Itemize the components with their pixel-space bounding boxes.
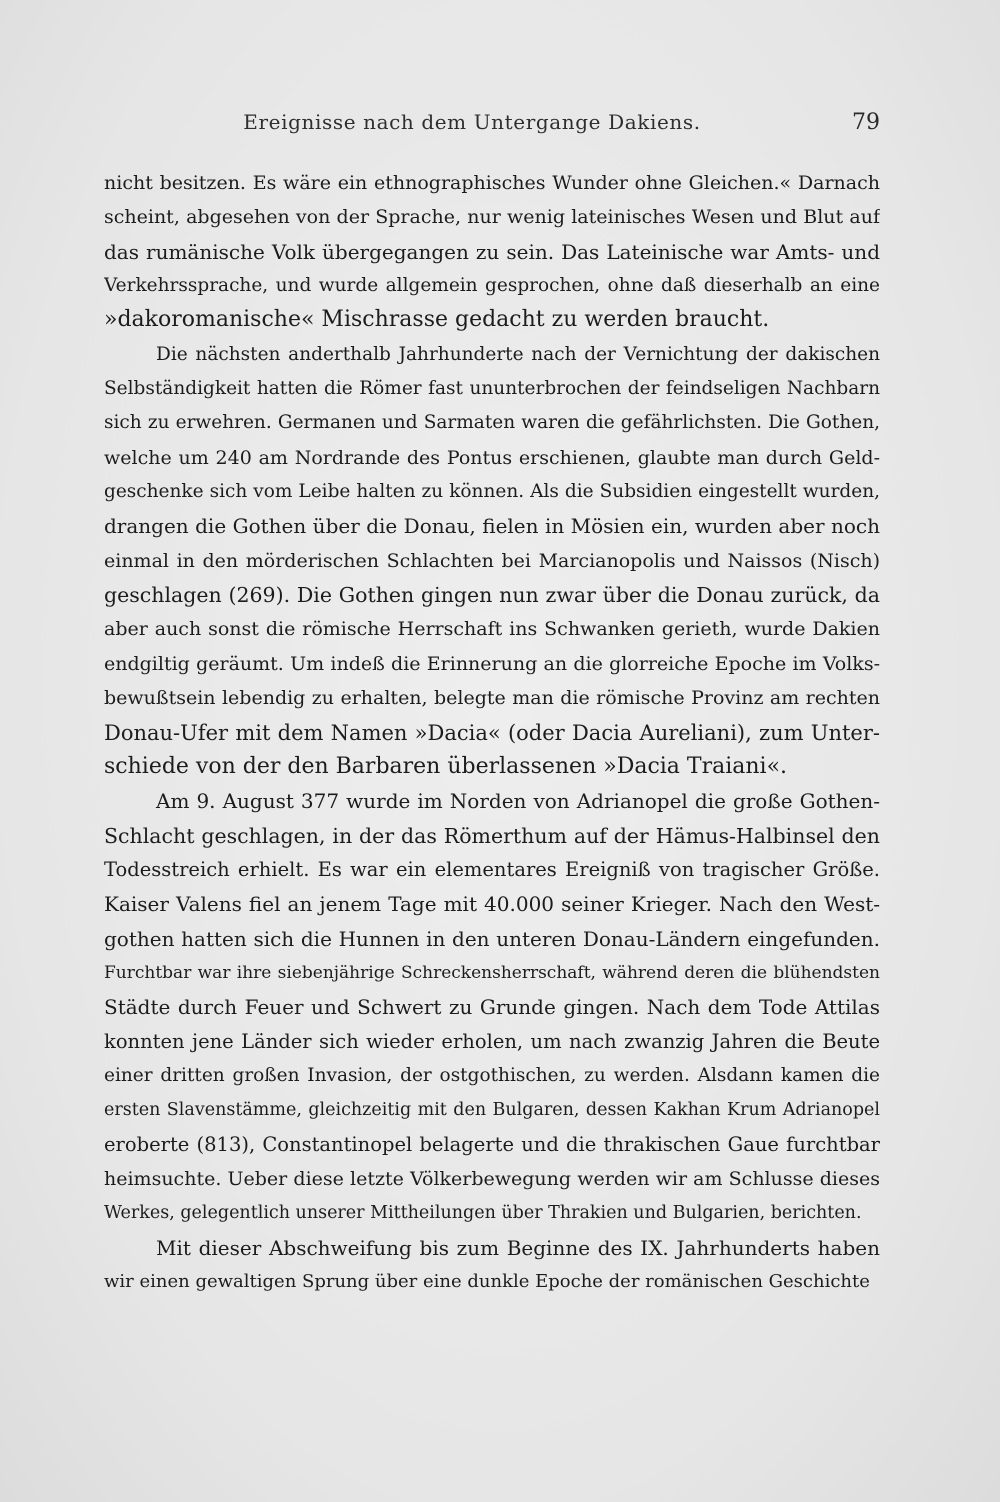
text-line: Donau-Ufer mit dem Namen »Dacia« (oder Dacia Aureliani), zum Unter- — [104, 720, 880, 745]
paragraph — [104, 1231, 880, 1300]
text-line: Die nächsten anderthalb Jahrhunderte nach der Vernichtung der dakischen — [156, 343, 880, 365]
text-line: geschenke sich vom Leibe halten zu können. Als die Subsidien eingestellt wurden, — [104, 481, 880, 503]
text-line: einer dritten großen Invasion, der ostgothischen, zu werden. Alsdann kamen die — [104, 1064, 880, 1086]
paragraph — [104, 784, 880, 1230]
text-line: heimsuchte. Ueber diese letzte Völkerbewegung werden wir am Schlusse dieses — [104, 1167, 880, 1190]
text-line: einmal in den mörderischen Schlachten bei Marcianopolis und Naissos (Nisch) — [104, 549, 880, 572]
text-line: scheint, abgesehen von der Sprache, nur wenig lateinisches Wesen und Blut auf — [104, 206, 880, 229]
text-line: »dakoromanische« Mischrasse gedacht zu werden braucht. — [104, 307, 770, 333]
text-line: sich zu erwehren. Germanen und Sarmaten waren die gefährlichsten. Die Gothen, — [104, 412, 880, 434]
text-line: Schlacht geschlagen, in der das Römerthum auf der Hämus-Halbinsel den — [104, 823, 880, 848]
running-head: Ereignisse nach dem Untergange Dakiens. — [243, 110, 701, 134]
text-line: geschlagen (269). Die Gothen gingen nun zwar über die Donau zurück, da — [104, 583, 880, 608]
text-line: konnten jene Länder sich wieder erholen, um nach zwanzig Jahren die Beute — [104, 1029, 880, 1053]
text-line: eroberte (813), Constantinopel belagerte und die thrakischen Gaue furchtbar — [104, 1132, 880, 1156]
page-body — [104, 166, 880, 1299]
text-line: das rumänische Volk übergegangen zu sein. Das Lateinische war Amts- und — [104, 239, 880, 264]
text-line: Todesstreich erhielt. Es war ein elementares Ereigniß von tragischer Größe. — [104, 857, 880, 881]
text-line: Furchtbar war ihre siebenjährige Schreckensherrschaft, während deren die blühendsten — [104, 962, 880, 983]
page-header — [104, 110, 880, 142]
text-line: endgiltig geräumt. Um indeß die Erinnerung an die glorreiche Epoche im Volks- — [104, 652, 880, 675]
text-line: drangen die Gothen über die Donau, fielen in Mösien ein, wurden aber noch — [104, 514, 880, 539]
text-line: Städte durch Feuer und Schwert zu Grunde gingen. Nach dem Tode Attilas — [104, 995, 880, 1020]
text-line: Selbständigkeit hatten die Römer fast ununterbrochen der feindseligen Nachbarn — [104, 378, 880, 400]
text-line: welche um 240 am Nordrande des Pontus erschienen, glaubte man durch Geld- — [104, 446, 880, 469]
text-line: Kaiser Valens fiel an jenem Tage mit 40.000 seiner Krieger. Nach den West- — [104, 892, 880, 917]
text-line: ersten Slavenstämme, gleichzeitig mit den Bulgaren, dessen Kakhan Krum Adrianopel — [104, 1100, 880, 1121]
text-line: nicht besitzen. Es wäre ein ethnographisches Wunder ohne Gleichen.« Darnach — [104, 172, 880, 194]
text-line: wir einen gewaltigen Sprung über eine dunkle Epoche der romänischen Geschichte — [104, 1271, 870, 1292]
text-line: gothen hatten sich die Hunnen in den unteren Donau-Ländern eingefunden. — [104, 926, 880, 951]
text-line: Werkes, gelegentlich unserer Mittheilungen über Thrakien und Bulgarien, berichten. — [104, 1203, 862, 1224]
text-line: Am 9. August 377 wurde im Norden von Adrianopel die große Gothen- — [156, 789, 880, 814]
text-line: schiede von der den Barbaren überlassenen »Dacia Traiani«. — [104, 753, 788, 779]
text-line: aber auch sonst die römische Herrschaft ins Schwanken gerieth, wurde Dakien — [104, 618, 880, 641]
text-line: bewußtsein lebendig zu erhalten, belegte man die römische Provinz am rechten — [104, 687, 880, 710]
page-number: 79 — [852, 110, 880, 135]
paragraph — [104, 338, 880, 784]
text-line: Mit dieser Abschweifung bis zum Beginne des IX. Jahrhunderts haben — [156, 1235, 880, 1260]
text-line: Verkehrssprache, und wurde allgemein gesprochen, ohne daß dieserhalb an eine — [104, 275, 880, 297]
paragraph — [104, 166, 880, 338]
